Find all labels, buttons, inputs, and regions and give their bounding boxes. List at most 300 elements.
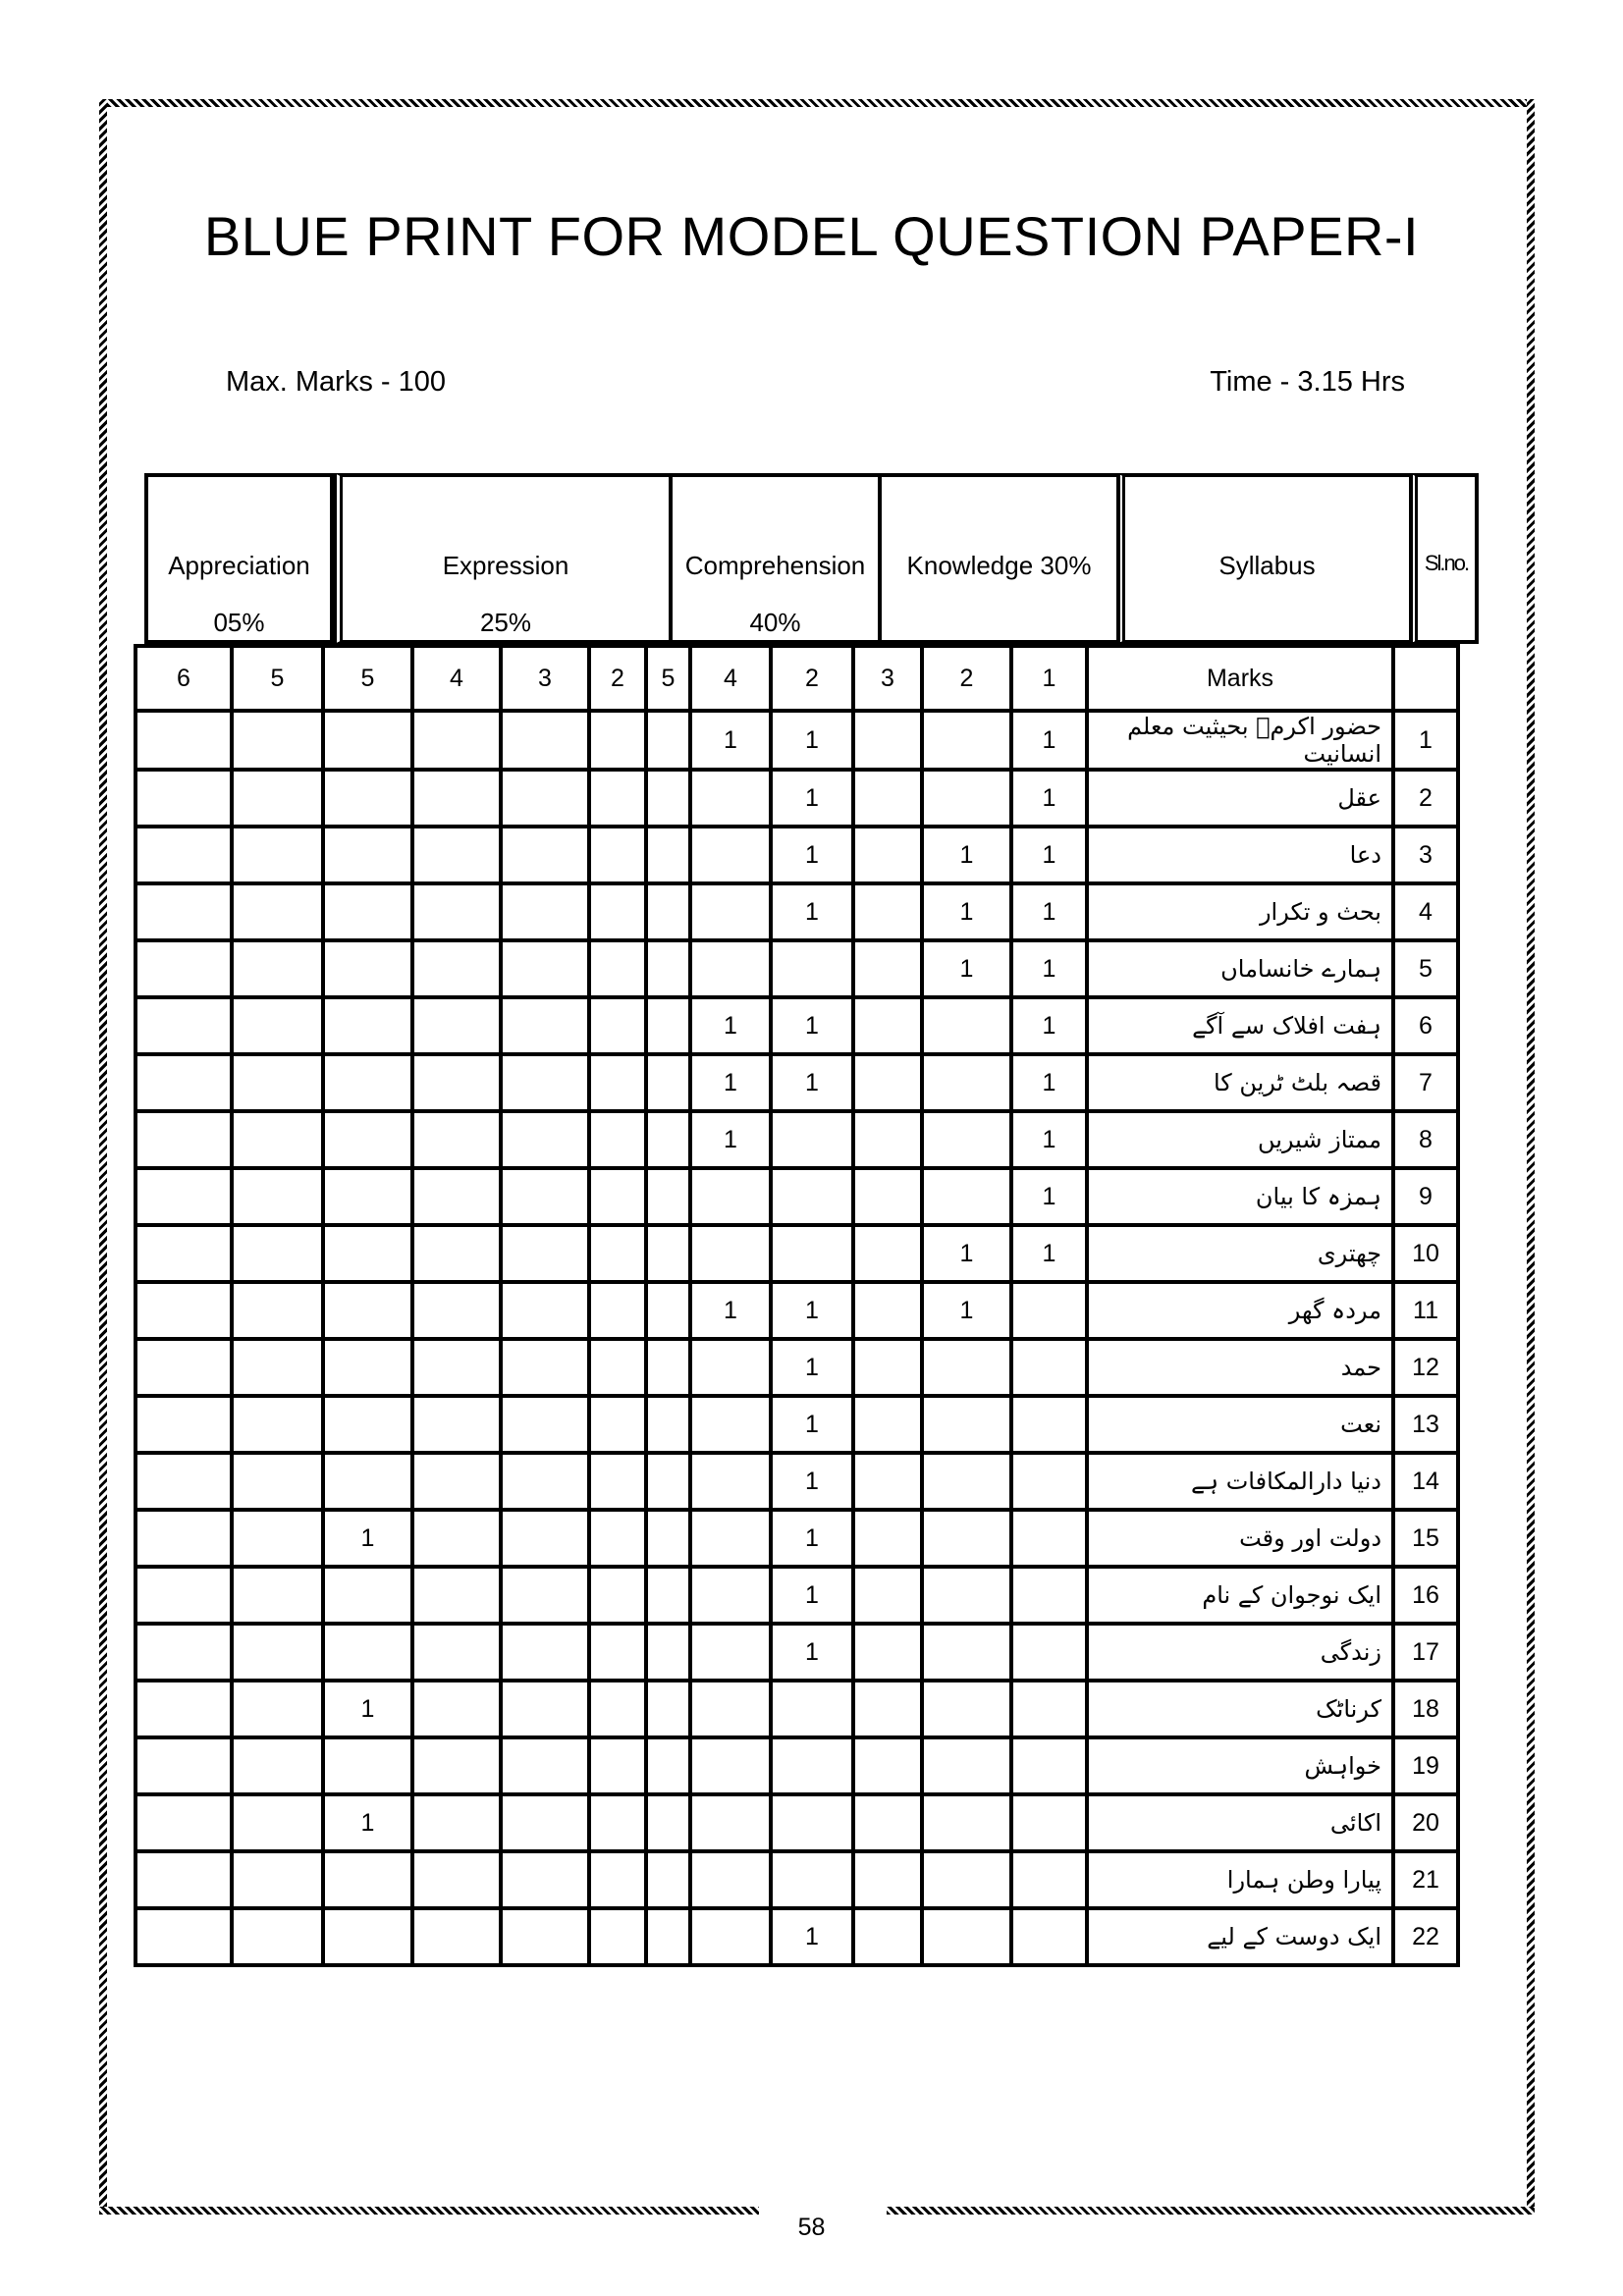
table-cell: [690, 1851, 771, 1908]
table-cell: [771, 940, 853, 997]
table-cell: [135, 770, 232, 827]
table-cell: [323, 711, 412, 770]
table-cell: [232, 711, 323, 770]
table-cell: [646, 1225, 690, 1282]
syllabus-topic: دنیا دارالمکافات ہے: [1087, 1453, 1393, 1510]
table-cell: [1011, 1624, 1087, 1681]
table-cell: [646, 1396, 690, 1453]
table-cell: [853, 1054, 922, 1111]
table-cell: [412, 1396, 501, 1453]
table-row: [135, 1510, 1458, 1567]
table-cell: [412, 827, 501, 883]
table-cell: [771, 1794, 853, 1851]
table-cell: [1011, 1339, 1087, 1396]
table-cell: 1: [1011, 1111, 1087, 1168]
table-cell: 1: [922, 1225, 1011, 1282]
table-cell: 1: [690, 1111, 771, 1168]
table-row: [135, 1396, 1458, 1453]
table-cell: [232, 1567, 323, 1624]
table-cell: [412, 1282, 501, 1339]
syllabus-topic: ممتاز شیریں: [1087, 1111, 1393, 1168]
page-border-top: [99, 99, 1535, 107]
table-cell: [853, 827, 922, 883]
table-cell: [501, 1396, 589, 1453]
marks-header-row: [135, 646, 1458, 711]
table-cell: [853, 770, 922, 827]
table-cell: 1: [690, 997, 771, 1054]
table-cell: [323, 1396, 412, 1453]
table-cell: [646, 1567, 690, 1624]
table-cell: [501, 1737, 589, 1794]
table-cell: [135, 1681, 232, 1737]
syllabus-topic: اکائی: [1087, 1794, 1393, 1851]
table-cell: [690, 883, 771, 940]
table-row: [135, 883, 1458, 940]
marks-cell: 4: [412, 646, 501, 711]
table-cell: [412, 1339, 501, 1396]
syllabus-topic: پیارا وطن ہمارا: [1087, 1851, 1393, 1908]
table-cell: [690, 1225, 771, 1282]
table-cell: [232, 883, 323, 940]
table-cell: [412, 883, 501, 940]
table-cell: [135, 1339, 232, 1396]
table-cell: [1011, 1908, 1087, 1965]
page-border-right: [1527, 99, 1535, 2215]
table-row: [135, 1737, 1458, 1794]
table-cell: [232, 1225, 323, 1282]
table-cell: [501, 770, 589, 827]
syllabus-topic: بحث و تکرار: [1087, 883, 1393, 940]
table-cell: [135, 1453, 232, 1510]
serial-number: 22: [1393, 1908, 1458, 1965]
table-cell: 1: [771, 711, 853, 770]
table-cell: 1: [1011, 770, 1087, 827]
table-cell: [323, 1737, 412, 1794]
table-cell: [135, 1908, 232, 1965]
table-cell: [589, 827, 646, 883]
table-cell: [412, 1737, 501, 1794]
table-cell: [1011, 1794, 1087, 1851]
group-sno: [1409, 473, 1479, 644]
group-appreciation: [144, 473, 334, 644]
table-cell: [853, 940, 922, 997]
table-cell: [853, 1339, 922, 1396]
table-cell: [922, 1339, 1011, 1396]
table-cell: [922, 1794, 1011, 1851]
serial-number: 12: [1393, 1339, 1458, 1396]
table-cell: [135, 1054, 232, 1111]
table-cell: [690, 1908, 771, 1965]
serial-number: 10: [1393, 1225, 1458, 1282]
syllabus-topic: زندگی: [1087, 1624, 1393, 1681]
table-cell: [501, 1510, 589, 1567]
table-cell: [690, 1168, 771, 1225]
table-cell: [501, 1794, 589, 1851]
table-cell: 1: [690, 711, 771, 770]
table-cell: 1: [771, 1624, 853, 1681]
table-row: [135, 1851, 1458, 1908]
table-cell: [646, 940, 690, 997]
table-cell: [232, 770, 323, 827]
max-marks: Max. Marks - 100: [226, 366, 446, 398]
group-appreciation-label: Appreciation: [168, 551, 310, 580]
table-cell: [501, 1908, 589, 1965]
table-cell: [853, 1168, 922, 1225]
table-cell: 1: [1011, 883, 1087, 940]
table-cell: [1011, 1567, 1087, 1624]
table-cell: [922, 711, 1011, 770]
page-title: BLUE PRINT FOR MODEL QUESTION PAPER-I: [203, 205, 1420, 267]
group-syllabus: [1116, 473, 1413, 644]
table-cell: [922, 1510, 1011, 1567]
table-cell: [922, 1737, 1011, 1794]
table-row: [135, 827, 1458, 883]
table-cell: [646, 883, 690, 940]
marks-cell: 5: [646, 646, 690, 711]
group-appreciation-percent: 05%: [213, 608, 265, 637]
table-cell: [232, 997, 323, 1054]
table-cell: [853, 1908, 922, 1965]
table-cell: [853, 1624, 922, 1681]
serial-number: 3: [1393, 827, 1458, 883]
table-cell: 1: [771, 1908, 853, 1965]
table-cell: [589, 1453, 646, 1510]
table-cell: [135, 827, 232, 883]
table-cell: [323, 1624, 412, 1681]
table-cell: 1: [323, 1681, 412, 1737]
syllabus-topic: ایک نوجوان کے نام: [1087, 1567, 1393, 1624]
table-cell: [646, 711, 690, 770]
table-cell: [646, 827, 690, 883]
serial-number: 21: [1393, 1851, 1458, 1908]
table-cell: 1: [1011, 1168, 1087, 1225]
table-cell: [922, 1681, 1011, 1737]
syllabus-topic: چھتری: [1087, 1225, 1393, 1282]
serial-number: 13: [1393, 1396, 1458, 1453]
table-cell: [412, 1225, 501, 1282]
serial-number: 1: [1393, 711, 1458, 770]
table-cell: 1: [922, 883, 1011, 940]
marks-cell: 2: [771, 646, 853, 711]
table-cell: 1: [690, 1282, 771, 1339]
table-row: [135, 1111, 1458, 1168]
group-comprehension-percent: 40%: [749, 608, 801, 637]
table-cell: [646, 1111, 690, 1168]
marks-cell: 2: [589, 646, 646, 711]
marks-cell: 4: [690, 646, 771, 711]
table-cell: [589, 1737, 646, 1794]
table-cell: [1011, 1396, 1087, 1453]
table-cell: [323, 1168, 412, 1225]
table-cell: [690, 1453, 771, 1510]
table-row: [135, 1339, 1458, 1396]
table-cell: [232, 1794, 323, 1851]
group-expression-label: Expression: [442, 551, 569, 580]
table-cell: [646, 1794, 690, 1851]
marks-cell: 3: [501, 646, 589, 711]
table-cell: [323, 940, 412, 997]
table-cell: [412, 1111, 501, 1168]
table-cell: [412, 1054, 501, 1111]
table-cell: 1: [1011, 827, 1087, 883]
table-cell: [232, 1168, 323, 1225]
marks-cell: 3: [853, 646, 922, 711]
table-cell: [646, 1737, 690, 1794]
table-cell: [771, 1111, 853, 1168]
table-cell: [853, 1851, 922, 1908]
table-cell: [232, 1339, 323, 1396]
table-cell: 1: [771, 1339, 853, 1396]
table-cell: 1: [690, 1054, 771, 1111]
table-cell: [501, 997, 589, 1054]
table-cell: [501, 827, 589, 883]
table-cell: [589, 1282, 646, 1339]
table-cell: [501, 1624, 589, 1681]
serial-number: 5: [1393, 940, 1458, 997]
table-cell: [589, 1396, 646, 1453]
table-cell: [690, 1396, 771, 1453]
table-cell: [690, 770, 771, 827]
table-cell: 1: [323, 1794, 412, 1851]
table-cell: [323, 827, 412, 883]
table-cell: [135, 1624, 232, 1681]
table-cell: [501, 1054, 589, 1111]
table-cell: [1011, 1510, 1087, 1567]
serial-number: 15: [1393, 1510, 1458, 1567]
table-cell: [589, 997, 646, 1054]
table-cell: [589, 1908, 646, 1965]
table-cell: [135, 1851, 232, 1908]
serial-number: 19: [1393, 1737, 1458, 1794]
table-cell: [135, 883, 232, 940]
table-row: [135, 711, 1458, 770]
table-cell: [135, 1396, 232, 1453]
marks-cell: 2: [922, 646, 1011, 711]
table-row: [135, 1453, 1458, 1510]
table-cell: 1: [771, 1567, 853, 1624]
marks-cell: [1393, 646, 1458, 711]
table-cell: [853, 1225, 922, 1282]
table-cell: [1011, 1681, 1087, 1737]
table-cell: [853, 1282, 922, 1339]
table-row: [135, 1794, 1458, 1851]
table-row: [135, 1681, 1458, 1737]
table-cell: [501, 711, 589, 770]
serial-number: 7: [1393, 1054, 1458, 1111]
table-cell: [922, 997, 1011, 1054]
table-cell: 1: [771, 997, 853, 1054]
serial-number: 2: [1393, 770, 1458, 827]
page-number: 58: [797, 2214, 826, 2241]
marks-cell: 5: [232, 646, 323, 711]
table-cell: 1: [771, 827, 853, 883]
table-cell: [853, 1510, 922, 1567]
table-cell: [589, 1111, 646, 1168]
table-cell: [412, 1624, 501, 1681]
table-cell: [646, 770, 690, 827]
table-cell: [412, 940, 501, 997]
table-cell: [232, 827, 323, 883]
table-cell: [690, 827, 771, 883]
table-cell: [589, 1054, 646, 1111]
table-cell: [853, 711, 922, 770]
table-cell: [323, 883, 412, 940]
syllabus-topic: ہمارے خانساماں: [1087, 940, 1393, 997]
table-cell: [412, 1510, 501, 1567]
table-cell: [922, 1168, 1011, 1225]
table-cell: [690, 940, 771, 997]
table-cell: [323, 1453, 412, 1510]
table-cell: [690, 1339, 771, 1396]
group-expression: [334, 473, 673, 644]
table-row: [135, 1567, 1458, 1624]
table-cell: [232, 1111, 323, 1168]
table-cell: [232, 1396, 323, 1453]
table-cell: [922, 1624, 1011, 1681]
blueprint-table: [134, 644, 1460, 1967]
table-cell: [323, 1054, 412, 1111]
syllabus-topic: حضور اکرمؐ بحیثیت معلم انسانیت: [1087, 711, 1393, 770]
table-cell: [135, 1225, 232, 1282]
table-cell: [690, 1737, 771, 1794]
table-cell: [232, 1453, 323, 1510]
table-cell: [646, 1624, 690, 1681]
table-cell: [1011, 1453, 1087, 1510]
serial-number: 6: [1393, 997, 1458, 1054]
table-cell: [853, 1396, 922, 1453]
group-expression-percent: 25%: [479, 608, 532, 637]
table-cell: [771, 1851, 853, 1908]
table-cell: [771, 1681, 853, 1737]
table-cell: [853, 1737, 922, 1794]
table-cell: [323, 1225, 412, 1282]
table-cell: 1: [1011, 711, 1087, 770]
table-cell: [922, 1453, 1011, 1510]
table-cell: [646, 1908, 690, 1965]
syllabus-topic: ہفت افلاک سے آگے: [1087, 997, 1393, 1054]
table-cell: [589, 883, 646, 940]
table-cell: [922, 1054, 1011, 1111]
table-cell: [135, 711, 232, 770]
syllabus-topic: مردہ گھر: [1087, 1282, 1393, 1339]
table-cell: [135, 1282, 232, 1339]
table-cell: [922, 1851, 1011, 1908]
serial-number: 20: [1393, 1794, 1458, 1851]
table-cell: 1: [1011, 1225, 1087, 1282]
serial-number: 18: [1393, 1681, 1458, 1737]
table-cell: [589, 1225, 646, 1282]
group-comprehension: [669, 473, 882, 644]
table-cell: [323, 1851, 412, 1908]
table-cell: [232, 1681, 323, 1737]
serial-number: 14: [1393, 1453, 1458, 1510]
table-cell: [412, 1567, 501, 1624]
table-cell: [412, 1168, 501, 1225]
table-row: [135, 940, 1458, 997]
table-cell: [1011, 1282, 1087, 1339]
table-cell: 1: [771, 1396, 853, 1453]
table-cell: [135, 1737, 232, 1794]
table-cell: [135, 997, 232, 1054]
serial-number: 16: [1393, 1567, 1458, 1624]
serial-number: 8: [1393, 1111, 1458, 1168]
table-cell: 1: [1011, 940, 1087, 997]
table-cell: [501, 940, 589, 997]
syllabus-topic: دولت اور وقت: [1087, 1510, 1393, 1567]
table-cell: [323, 1111, 412, 1168]
table-cell: [323, 1908, 412, 1965]
table-cell: [646, 1453, 690, 1510]
table-cell: 1: [1011, 1054, 1087, 1111]
table-cell: [501, 1453, 589, 1510]
table-cell: [232, 1851, 323, 1908]
table-cell: [853, 1681, 922, 1737]
table-cell: [646, 1339, 690, 1396]
table-cell: [646, 1851, 690, 1908]
table-cell: 1: [771, 770, 853, 827]
table-cell: [232, 1282, 323, 1339]
table-cell: 1: [771, 1510, 853, 1567]
serial-number: 9: [1393, 1168, 1458, 1225]
marks-cell: 5: [323, 646, 412, 711]
serial-number: 11: [1393, 1282, 1458, 1339]
table-cell: [646, 1510, 690, 1567]
table-row: [135, 1624, 1458, 1681]
table-cell: [323, 997, 412, 1054]
table-cell: [690, 1510, 771, 1567]
table-cell: [646, 1054, 690, 1111]
table-cell: [853, 1111, 922, 1168]
table-cell: [323, 1282, 412, 1339]
table-cell: [853, 1794, 922, 1851]
table-cell: [501, 1567, 589, 1624]
serial-number: 4: [1393, 883, 1458, 940]
table-cell: 1: [922, 940, 1011, 997]
table-cell: [501, 1225, 589, 1282]
table-cell: [771, 1225, 853, 1282]
table-cell: 1: [771, 883, 853, 940]
table-cell: [501, 1681, 589, 1737]
table-cell: [922, 1396, 1011, 1453]
marks-cell: 1: [1011, 646, 1087, 711]
table-row: [135, 1054, 1458, 1111]
table-cell: [646, 997, 690, 1054]
group-knowledge: [878, 473, 1120, 644]
table-cell: [853, 997, 922, 1054]
table-cell: [412, 1794, 501, 1851]
table-cell: 1: [771, 1054, 853, 1111]
table-row: [135, 770, 1458, 827]
exam-time: Time - 3.15 Hrs: [1210, 366, 1405, 398]
group-sno-label: Sl.no.: [1424, 551, 1469, 575]
table-cell: [232, 940, 323, 997]
table-cell: [853, 883, 922, 940]
table-cell: [135, 940, 232, 997]
table-cell: [589, 770, 646, 827]
table-cell: [232, 1510, 323, 1567]
page-border-left: [99, 99, 107, 2215]
syllabus-topic: ہمزہ کا بیان: [1087, 1168, 1393, 1225]
table-cell: [1011, 1851, 1087, 1908]
table-cell: [690, 1681, 771, 1737]
table-cell: [589, 1339, 646, 1396]
syllabus-topic: عقل: [1087, 770, 1393, 827]
table-cell: [135, 1794, 232, 1851]
syllabus-topic: ایک دوست کے لیے: [1087, 1908, 1393, 1965]
table-cell: [589, 1794, 646, 1851]
syllabus-topic: قصہ بلٹ ٹرین کا: [1087, 1054, 1393, 1111]
table-row: [135, 1168, 1458, 1225]
